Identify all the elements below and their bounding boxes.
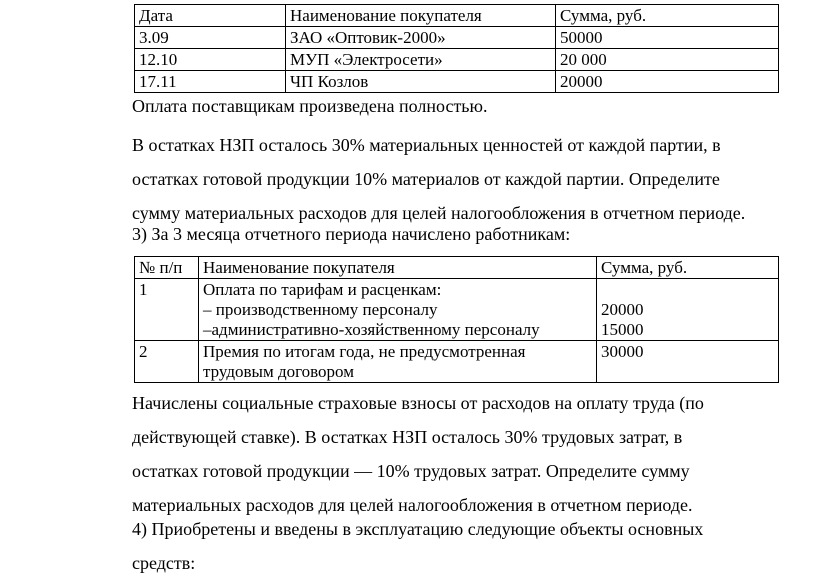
header-number: № п/п (135, 257, 199, 279)
cell-sum: 20 000 (556, 49, 779, 71)
table-row (135, 279, 779, 341)
header-date: Дата (135, 5, 286, 27)
paragraph-insurance: Начислены социальные страховые взносы от расходов на оплату труда (по действующей ставке). В остатках НЗП осталось 30% трудовых затрат, в остатках готовой продукции — 10% трудовых затрат. Определите сумму материальных расходов для целей налогообложения в отчетном периоде. (132, 393, 704, 515)
cell-number: 1 (135, 279, 199, 341)
paragraph-materials: В остатках НЗП осталось 30% материальных ценностей от каждой партии, в остатках готовой продукции 10% материалов от каждой партии. Определите сумму материальных расходов для целей налогообложения в отчетном периоде. (132, 135, 746, 223)
cell-buyer: ЗАО «Оптовик-2000» (286, 27, 556, 49)
cell-description: Премия по итогам года, не предусмотренная трудовым договором (199, 341, 597, 383)
cell-date: 12.10 (135, 49, 286, 71)
header-buyer: Наименование покупателя (286, 5, 556, 27)
paragraph-salary-heading: 3) За 3 месяца отчетного периода начислено работникам: (132, 224, 571, 244)
paragraph-payment: Оплата поставщикам произведена полностью. (132, 96, 488, 116)
salary-table (134, 256, 779, 383)
table-header-row (135, 5, 779, 27)
cell-buyer: ЧП Козлов (286, 71, 556, 93)
cell-date: 3.09 (135, 27, 286, 49)
cell-sum: 20000 15000 (597, 279, 779, 341)
cell-number: 2 (135, 341, 199, 383)
header-name: Наименование покупателя (199, 257, 597, 279)
cell-date: 17.11 (135, 71, 286, 93)
cell-sum: 50000 (556, 27, 779, 49)
cell-description: Оплата по тарифам и расценкам: – производственному персоналу –административно-хозяйственному персоналу (199, 279, 597, 341)
table-row (135, 341, 779, 383)
paragraph-fixed-assets: 4) Приобретены и введены в эксплуатацию следующие объекты основных средств: (132, 519, 704, 573)
table-row (135, 49, 779, 71)
table-row (135, 71, 779, 93)
cell-buyer: МУП «Электросети» (286, 49, 556, 71)
header-sum: Сумма, руб. (556, 5, 779, 27)
table-row (135, 27, 779, 49)
purchases-table (134, 4, 779, 93)
cell-sum: 20000 (556, 71, 779, 93)
header-sum: Сумма, руб. (597, 257, 779, 279)
table-header-row (135, 257, 779, 279)
cell-sum: 30000 (597, 341, 779, 383)
